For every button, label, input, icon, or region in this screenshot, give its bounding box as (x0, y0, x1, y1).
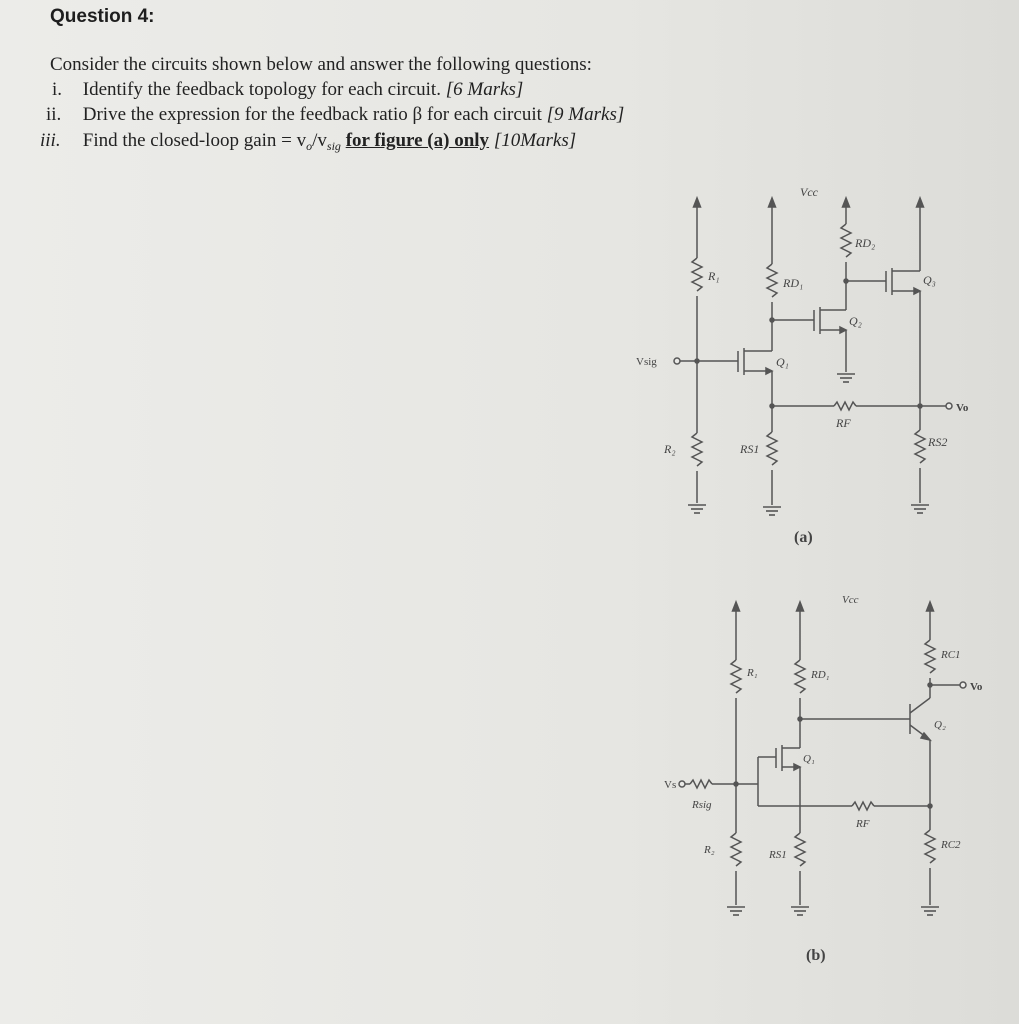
q2-label-a: Q₂ (849, 314, 862, 328)
resistor-rsig (690, 780, 712, 788)
resistor-r2 (692, 433, 702, 466)
q2-label-b: Q₂ (934, 719, 946, 731)
transistor-q2 (814, 307, 846, 334)
item-number: iii. (40, 130, 61, 151)
resistor-rs1 (767, 432, 777, 465)
item-marks: [10Marks] (493, 130, 577, 151)
vo-label-b: Vo (970, 681, 983, 693)
resistor-rs2 (915, 430, 925, 463)
rs1-label-a: RS1 (740, 442, 760, 456)
r1-label-a: R₁ (708, 269, 720, 283)
r2-label-b: R₂ (704, 844, 715, 856)
rsig-label-b: Rsig (692, 799, 712, 811)
rd1-label-b: RD₁ (811, 669, 830, 681)
rf-label-b: RF (856, 818, 870, 830)
transistor-q1 (738, 348, 772, 375)
item-slash: /v (312, 130, 327, 151)
resistor-r2-b (731, 833, 741, 866)
figure-b (679, 602, 966, 915)
caption-a: (a) (794, 529, 813, 546)
resistor-rf-b (852, 802, 874, 810)
figure-a (674, 198, 952, 515)
rc2-label-b: RC2 (941, 839, 961, 851)
figure-a-emphasis: for figure (a) only (345, 130, 490, 151)
rs1-label-b: RS1 (769, 849, 787, 861)
item-text: Identify the feedback topology for each circuit. (82, 79, 441, 100)
vo-label-a: Vo (956, 402, 969, 414)
transistor-q2-b (910, 698, 930, 740)
rd2-label-a: RD₂ (855, 236, 876, 250)
resistor-rd1-b (795, 660, 805, 693)
r2-label-a: R₂ (664, 442, 676, 456)
rd1-label-a: RD₁ (783, 276, 804, 290)
vcc-label-a: Vcc (800, 185, 818, 199)
question-title: Question 4: (50, 6, 155, 27)
resistor-rc2-b (925, 830, 935, 863)
item-text: Drive the expression for the feedback ratio β for each circuit (82, 104, 542, 125)
item-subscript-o: o (306, 139, 313, 153)
vcc-label-b: Vcc (842, 594, 859, 606)
item-number: ii. (46, 104, 62, 125)
q1-label-b: Q₁ (803, 753, 815, 765)
resistor-rc1-b (925, 640, 935, 673)
vsig-label: Vsig (636, 356, 657, 368)
vs-label: Vs (664, 779, 677, 791)
item-subscript-sig: sig (326, 139, 341, 153)
item-marks: [9 Marks] (546, 104, 625, 125)
transistor-q1-b (776, 745, 800, 771)
resistor-r1 (692, 258, 702, 291)
caption-b: (b) (806, 947, 826, 964)
item-marks: [6 Marks] (445, 79, 524, 100)
transistor-q3 (886, 268, 920, 295)
resistor-rs1-b (795, 833, 805, 866)
question-intro: Consider the circuits shown below and answer the following questions: (50, 54, 592, 75)
rs2-label-a: RS2 (928, 435, 948, 449)
rc1-label-b: RC1 (941, 649, 961, 661)
q3-label-a: Q₃ (923, 273, 936, 287)
q1-label-a: Q₁ (776, 355, 789, 369)
r1-label-b: R₁ (747, 667, 758, 679)
item-text: Find the closed-loop gain = v (82, 130, 307, 151)
figure-a-labels (636, 185, 969, 546)
resistor-rd2 (841, 224, 851, 257)
resistor-rd1 (767, 264, 777, 297)
resistor-rf (834, 402, 856, 410)
resistor-r1-b (731, 660, 741, 693)
rf-label-a: RF (836, 416, 851, 430)
item-number: i. (52, 79, 63, 100)
